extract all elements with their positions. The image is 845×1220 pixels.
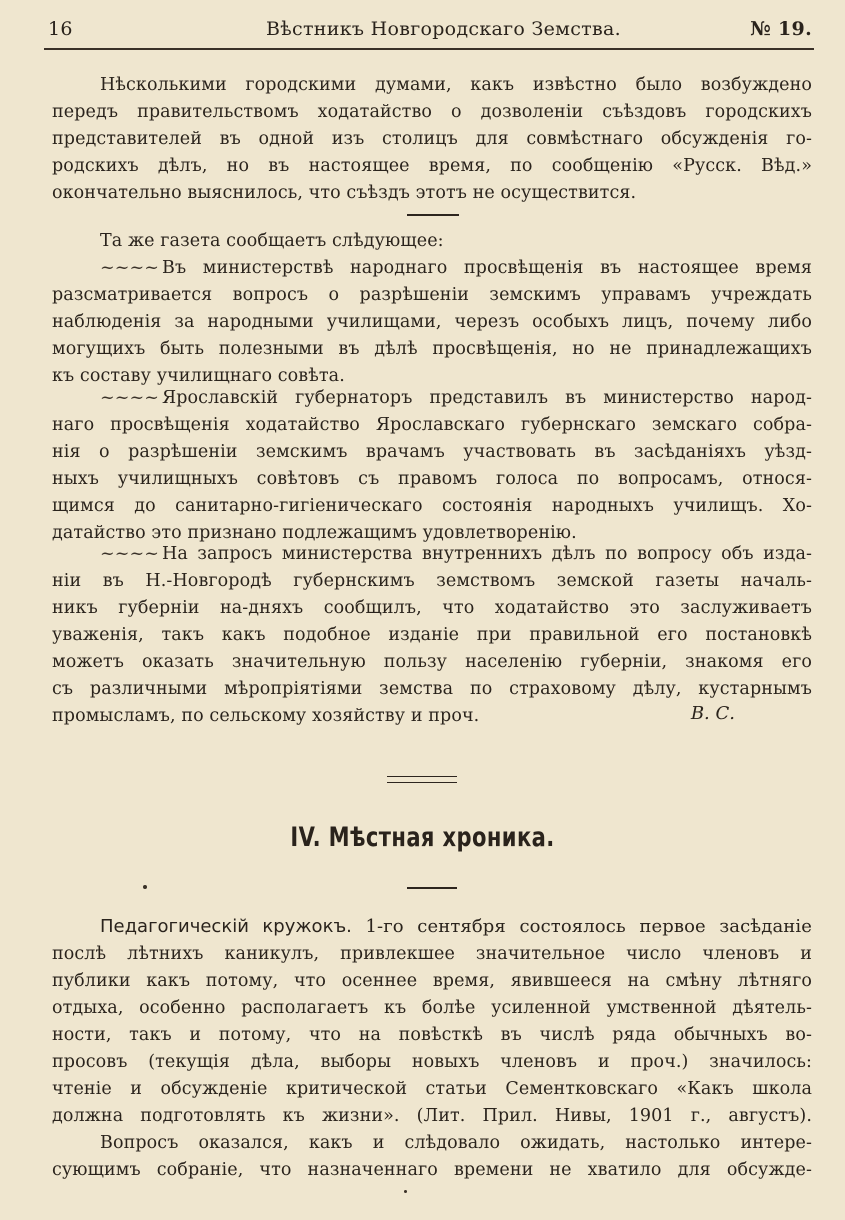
issue-number: № 19. bbox=[750, 18, 812, 40]
text-line: послѣ лѣтнихъ каникулъ, привлекшее значительное число членовъ и bbox=[52, 944, 812, 964]
double-rule bbox=[387, 776, 457, 783]
text-line: сующимъ собраніе, что назначеннаго времени не хватило для обсужде- bbox=[52, 1160, 812, 1180]
text-line: ~~~~ Въ министерствѣ народнаго просвѣщенія въ настоящее время bbox=[52, 255, 812, 281]
section-title: IV. Мѣстная хроника. bbox=[290, 822, 555, 853]
text-line: датайство это признано подлежащимъ удовлетворенію. bbox=[52, 523, 577, 543]
text-line: должна подготовлять къ жизни». (Лит. Прил. Нивы, 1901 г., августъ). bbox=[52, 1106, 812, 1126]
tilde-mark: ~~~~ bbox=[100, 544, 160, 564]
text-line: нія о разрѣшеніи земскимъ врачамъ участвовать въ засѣданіяхъ уѣзд- bbox=[52, 442, 812, 462]
tilde-mark: ~~~~ bbox=[100, 388, 160, 408]
text-line: отдыха, особенно располагаетъ къ болѣе усиленной умственной дѣятель- bbox=[52, 998, 812, 1018]
print-speck bbox=[404, 1190, 407, 1193]
text-line: наго просвѣщенія ходатайство Ярославскаго губернскаго земскаго собра- bbox=[52, 415, 812, 435]
text-line: окончательно выяснилось, что съѣздъ этотъ не осуществится. bbox=[52, 183, 637, 203]
tilde-mark: ~~~~ bbox=[100, 258, 160, 278]
separator-rule bbox=[407, 214, 459, 216]
text-line: ности, такъ и потому, что на повѣсткѣ въ числѣ ряда обычныхъ во- bbox=[52, 1025, 812, 1045]
rubric-lead: Педагогическій кружокъ. bbox=[100, 916, 352, 937]
text-line: разсматривается вопросъ о разрѣшеніи земскимъ управамъ учреждать bbox=[52, 285, 812, 305]
text-line: просовъ (текущія дѣла, выборы новыхъ членовъ и проч.) значилось: bbox=[52, 1052, 812, 1072]
journal-title: Вѣстникъ Новгородскаго Земства. bbox=[266, 18, 621, 40]
intro-line: Та же газета сообщаетъ слѣдующее: bbox=[100, 231, 444, 251]
text-line: ныхъ училищныхъ совѣтовъ съ правомъ голоса по вопросамъ, относя- bbox=[52, 469, 812, 489]
page-number: 16 bbox=[48, 18, 73, 40]
print-speck bbox=[143, 885, 147, 889]
text-line: никъ губерніи на-дняхъ сообщилъ, что ходатайство это заслуживаетъ bbox=[52, 598, 812, 618]
text-line: ніи въ Н.-Новгородѣ губернскимъ земствомъ земской газеты началь- bbox=[52, 571, 812, 591]
author-signature: В. С. bbox=[690, 703, 735, 724]
text-line: чтеніе и обсужденіе критической статьи Сементковскаго «Какъ школа bbox=[52, 1079, 812, 1099]
separator-rule bbox=[407, 887, 457, 889]
text-line: ~~~~ На запросъ министерства внутреннихъ дѣлъ по вопросу объ изда- bbox=[52, 541, 812, 567]
text-line: наблюденія за народными училищами, черезъ особыхъ лицъ, почему либо bbox=[52, 312, 812, 332]
text-line: съ различными мѣропріятіями земства по страховому дѣлу, кустарнымъ bbox=[52, 679, 812, 699]
text-line: публики какъ потому, что осеннее время, явившееся на смѣну лѣтняго bbox=[52, 971, 812, 991]
running-header bbox=[44, 14, 814, 50]
text-line: щимся до санитарно-гигіеническаго состоянія народныхъ училищъ. Хо- bbox=[52, 496, 812, 516]
text-line: родскихъ дѣлъ, но въ настоящее время, по сообщенію «Русск. Вѣд.» bbox=[52, 156, 812, 176]
text-line: Нѣсколькими городскими думами, какъ извѣстно было возбуждено bbox=[100, 75, 812, 95]
text-line: уваженія, такъ какъ подобное изданіе при правильной его постановкѣ bbox=[52, 625, 812, 645]
text-line: можетъ оказать значительную пользу населенію губерніи, знакомя его bbox=[52, 652, 812, 672]
text-line: Педагогическій кружокъ. 1-го сентября состоялось первое засѣданіе bbox=[100, 916, 812, 937]
text-line: къ составу училищнаго совѣта. bbox=[52, 366, 345, 386]
text-line: Вопросъ оказался, какъ и слѣдовало ожидать, настолько интере- bbox=[100, 1133, 812, 1153]
text-line: передъ правительствомъ ходатайство о дозволеніи съѣздовъ городскихъ bbox=[52, 102, 812, 122]
text-line: могущихъ быть полезными въ дѣлѣ просвѣщенія, но не принадлежащихъ bbox=[52, 339, 812, 359]
text-line: промысламъ, по сельскому хозяйству и проч. bbox=[52, 706, 480, 726]
text-line: ~~~~ Ярославскій губернаторъ представилъ въ министерство народ- bbox=[52, 385, 812, 411]
text-line: представителей въ одной изъ столицъ для совмѣстнаго обсужденія го- bbox=[52, 129, 812, 149]
